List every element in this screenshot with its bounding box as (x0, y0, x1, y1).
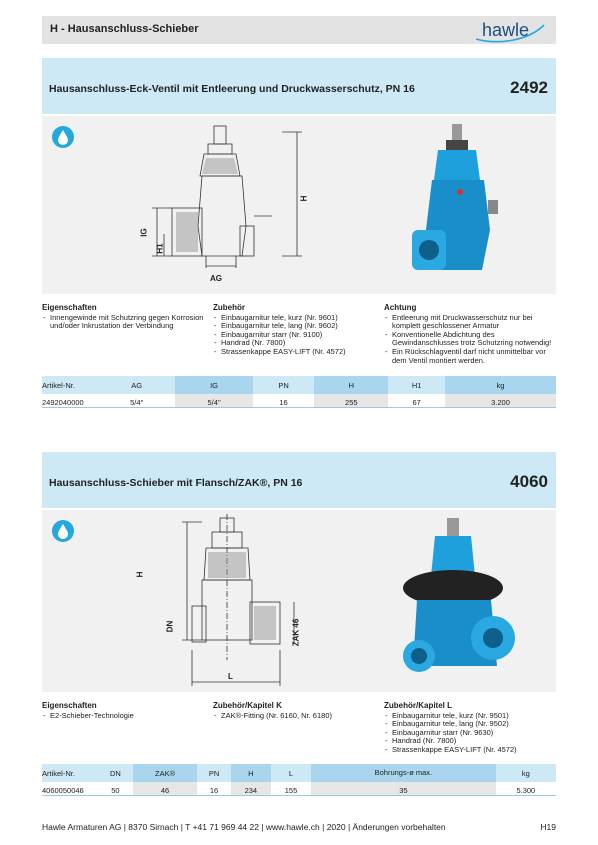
column-heading: Zubehör (213, 303, 245, 312)
dim-label-zak: ZAK 46 (291, 618, 301, 647)
table-header-row (42, 376, 556, 394)
list-item: - Handrad (Nr. 7800) (384, 737, 552, 746)
technical-drawing (132, 510, 332, 692)
table-cell: 2492040000 (42, 394, 98, 408)
achtung-2492 (384, 304, 552, 365)
table-cell: 234 (231, 782, 271, 796)
table-header-row (42, 764, 556, 782)
list-item: - Strassenkappe EASY-LIFT (Nr. 4572) (384, 746, 552, 755)
footer-text: Hawle Armaturen AG | 8370 Sirnach | T +41 71 969 44 22 | www.hawle.ch | 2020 | Änderungen vorbehalten (42, 822, 446, 832)
eigenschaften-2492 (42, 304, 210, 331)
table-header: H (231, 764, 271, 782)
column-heading: Eigenschaften (42, 701, 97, 710)
table-cell: 35 (311, 782, 496, 796)
product-band-4060 (42, 452, 556, 508)
list-item: - Entleerung mit Druckwasserschutz nur bei komplett geschlossener Armatur (384, 314, 552, 331)
table-cell: 255 (314, 394, 388, 408)
table-header: PN (197, 764, 230, 782)
product-image-area-2492 (42, 116, 556, 294)
list-item: - Handrad (Nr. 7800) (213, 339, 373, 348)
table-cell: 5/4" (175, 394, 252, 408)
zubehoer-k-4060 (213, 702, 381, 720)
spec-table-4060 (42, 764, 556, 796)
technical-drawing (132, 116, 332, 294)
table-header: H (314, 376, 388, 394)
table-cell: 50 (98, 782, 133, 796)
list-item: - Einbaugarnitur tele, kurz (Nr. 9601) (213, 314, 373, 323)
list-item: - Einbaugarnitur tele, lang (Nr. 9502) (384, 720, 552, 729)
list-item: - Konventionelle Abdichtung des Gewindanschlusses trotz Schutzring notwendig! (384, 331, 552, 348)
table-cell: 46 (133, 782, 198, 796)
product-image-area-4060 (42, 510, 556, 692)
table-header: Artikel-Nr. (42, 764, 98, 782)
table-header: DN (98, 764, 133, 782)
dim-label-ag: AG (210, 274, 222, 283)
table-cell: 16 (197, 782, 230, 796)
list-item: - ZAK®-Fitting (Nr. 6160, Nr. 6180) (213, 712, 381, 721)
list-item: - Einbaugarnitur starr (Nr. 9100) (213, 331, 373, 340)
table-header: PN (253, 376, 315, 394)
list-item: - Einbaugarnitur tele, kurz (Nr. 9501) (384, 712, 552, 721)
list-item: - Strassenkappe EASY-LIFT (Nr. 4572) (213, 348, 373, 357)
list-item: - Einbaugarnitur tele, lang (Nr. 9602) (213, 322, 373, 331)
table-header: Artikel-Nr. (42, 376, 98, 394)
section-title: H - Hausanschluss-Schieber (50, 23, 199, 35)
table-cell: 67 (388, 394, 445, 408)
list-item: - E2-Schieber-Technologie (42, 712, 210, 721)
table-header: L (271, 764, 311, 782)
column-heading: Eigenschaften (42, 303, 97, 312)
dim-label-dn: DN (165, 620, 175, 633)
logo-text: hawle (482, 20, 530, 40)
table-header: H1 (388, 376, 445, 394)
dim-label-h: H (299, 195, 309, 202)
list-item: - Innengewinde mit Schutzring gegen Korrosion und/oder Inkrustation der Verbindung (42, 314, 210, 331)
table-header: kg (445, 376, 556, 394)
product-title: Hausanschluss-Schieber mit Flansch/ZAK®, PN 16 (49, 477, 303, 489)
list-item: - Einbaugarnitur starr (Nr. 9630) (384, 729, 552, 738)
table-cell: 5.300 (496, 782, 556, 796)
dim-label-h1: H1 (155, 243, 165, 254)
product-title: Hausanschluss-Eck-Ventil mit Entleerung und Druckwasserschutz, PN 16 (49, 83, 415, 95)
table-header: AG (98, 376, 175, 394)
table-cell: 5/4" (98, 394, 175, 408)
dim-label-ig: IG (139, 228, 149, 237)
column-heading: Achtung (384, 303, 417, 312)
product-photo-2492 (402, 120, 512, 290)
table-row (42, 782, 556, 796)
product-photo-4060 (387, 516, 517, 686)
product-band-2492 (42, 58, 556, 114)
zubehoer-2492 (213, 304, 373, 357)
dim-label-h: H (135, 571, 145, 578)
column-heading: Zubehör/Kapitel L (384, 701, 452, 710)
table-cell: 155 (271, 782, 311, 796)
hawle-logo (468, 19, 548, 43)
product-number: 2492 (510, 78, 548, 97)
table-header: IG (175, 376, 252, 394)
table-header: kg (496, 764, 556, 782)
column-heading: Zubehör/Kapitel K (213, 701, 282, 710)
zubehoer-l-4060 (384, 702, 552, 755)
product-number: 4060 (510, 472, 548, 491)
water-drop-icon (52, 126, 74, 148)
section-header (42, 16, 556, 44)
page-number: H19 (540, 822, 556, 832)
table-cell: 4060050046 (42, 782, 98, 796)
table-cell: 3.200 (445, 394, 556, 408)
table-row (42, 394, 556, 408)
water-drop-icon (52, 520, 74, 542)
table-cell: 16 (253, 394, 315, 408)
table-header: Bohrungs-ø max. (311, 764, 496, 782)
eigenschaften-4060 (42, 702, 210, 720)
spec-table-2492 (42, 376, 556, 408)
table-header: ZAK® (133, 764, 198, 782)
list-item: - Ein Rückschlagventil darf nicht unmittelbar vor dem Ventil montiert werden. (384, 348, 552, 365)
dim-label-l: L (228, 672, 233, 681)
